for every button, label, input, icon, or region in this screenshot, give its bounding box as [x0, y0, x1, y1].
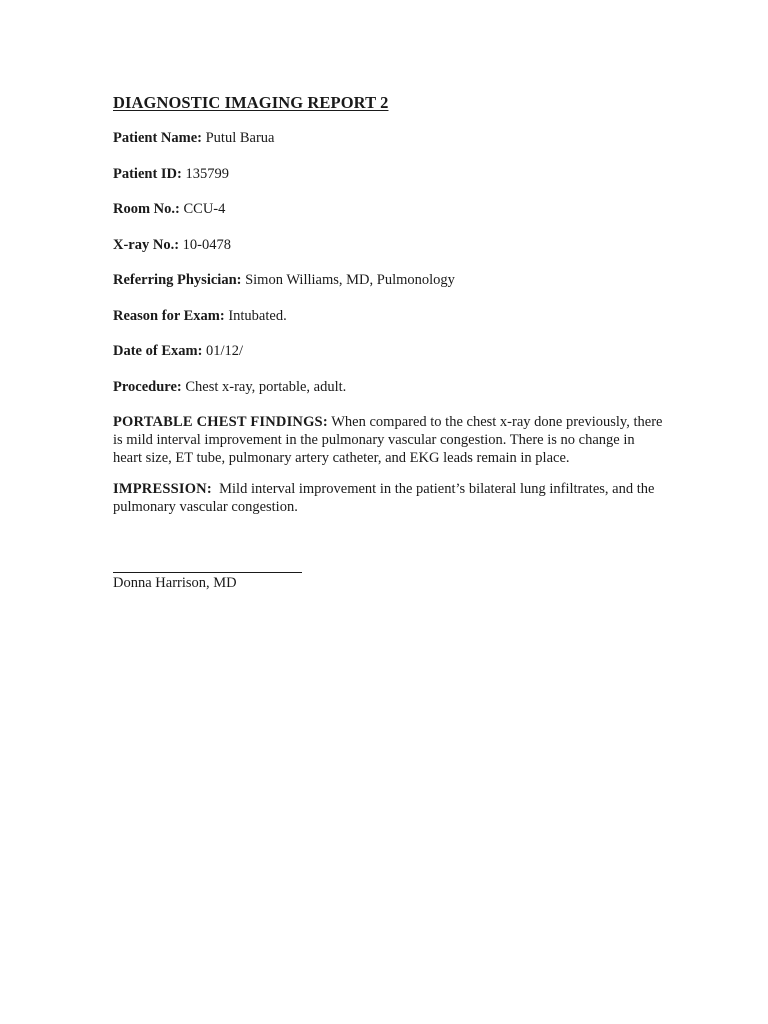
- date-of-exam-label: Date of Exam:: [113, 343, 203, 359]
- reason-for-exam-label: Reason for Exam:: [113, 307, 225, 324]
- patient-name-value: Putul Barua: [205, 130, 275, 146]
- signature-name: Donna Harrison, MD: [113, 575, 237, 591]
- room-no-value: CCU-4: [183, 201, 226, 217]
- patient-name-label: Patient Name:: [113, 130, 202, 146]
- procedure-value: Chest x-ray, portable, adult.: [185, 378, 347, 395]
- patient-id-value: 135799: [185, 165, 229, 182]
- findings-paragraph: [113, 413, 663, 467]
- room-no-label: Room No.:: [113, 201, 180, 217]
- reason-for-exam-row: [113, 307, 663, 326]
- patient-id-label: Patient ID:: [113, 165, 182, 182]
- referring-physician-value: Simon Williams, MD, Pulmonology: [245, 272, 455, 288]
- signature-line: [113, 572, 302, 573]
- patient-id-row: [113, 165, 663, 184]
- date-of-exam-value: 01/12/: [206, 343, 244, 359]
- impression-paragraph: [113, 480, 663, 516]
- report-title: DIAGNOSTIC IMAGING REPORT 2: [113, 93, 389, 112]
- referring-physician-label: Referring Physician:: [113, 272, 242, 288]
- xray-no-row: [113, 236, 663, 255]
- patient-name-row: [113, 129, 663, 148]
- procedure-label: Procedure:: [113, 378, 182, 395]
- date-of-exam-row: [113, 342, 663, 361]
- referring-physician-row: [113, 271, 663, 290]
- findings-text: When compared to the chest x-ray done previously, there is mild interval improvement in the pulmonary vascular congestion. There is no change in heart size, ET tube, pulmonary artery catheter, and EKG leads remain in place.: [113, 414, 663, 466]
- reason-for-exam-value: Intubated.: [228, 307, 287, 324]
- room-no-row: [113, 200, 663, 219]
- findings-label: PORTABLE CHEST FINDINGS:: [113, 414, 328, 430]
- procedure-row: [113, 378, 663, 397]
- impression-text: Mild interval improvement in the patient’s bilateral lung infiltrates, and the pulmonary vascular congestion.: [113, 481, 655, 515]
- impression-label: IMPRESSION:: [113, 481, 212, 497]
- xray-no-label: X-ray No.:: [113, 236, 180, 253]
- report-document: [113, 93, 663, 593]
- xray-no-value: 10-0478: [182, 236, 232, 253]
